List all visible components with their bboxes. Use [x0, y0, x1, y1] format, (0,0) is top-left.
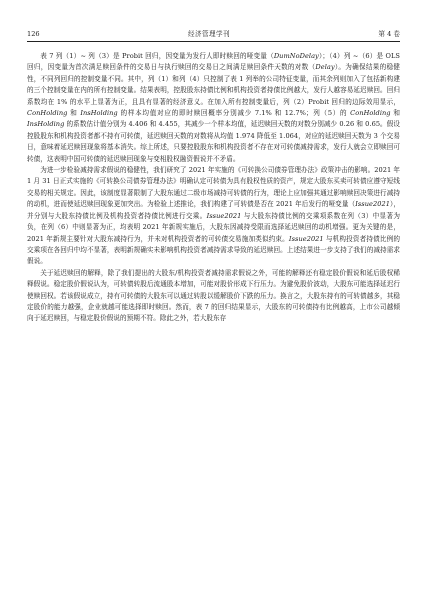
volume-label: 第 4 卷 — [378, 30, 400, 38]
text-run: 的系数估计值分别为 4.406 和 4.455，其减少一个样本均值，延迟赎回天数的对数分别减少 0.26 和 0.65。假设控股股东和机构投资者都不持有可转债，延迟赎回天数的对数将从均值 1.974 降低至 1.064，对应的延迟赎回天数为 3 个交易日，意味着延迟赎回现象将基本消失。综上所述，只要控股股东和机构投资者不存在对可转债减持需求，发行人就会立即赎回可转债，这表明中国可转债的延迟赎回现象与变相股权融资假说并不矛盾。 — [27, 120, 400, 163]
variable-name: DumNoDelay — [273, 52, 319, 60]
paragraph — [27, 51, 400, 165]
text-run: 的样本均值对应的即时赎回概率分别减少 7.1% 和 12.7%；列（5）的 — [117, 109, 351, 118]
text-run: ）；（4）列 ~（6）是 OLS 回归，因变量为首次满足赎回条件的交易日与执行赎回的交易日之间满足赎回条件天数的对数（ — [27, 52, 400, 72]
variable-name: ConHolding — [27, 109, 68, 118]
variable-name: Issue2021 — [206, 211, 242, 220]
variable-name: Delay — [315, 63, 335, 72]
variable-name: InsHolding — [27, 120, 65, 129]
body-text — [27, 51, 400, 325]
text-run: 和 — [390, 109, 400, 118]
text-run: ）。为确保结果的稳健性，不同列回归的控制变量不同。其中，列（1）和列（4）只控制了表 1 列举的公司特征变量，而其余列则加入了包括新构建的三个控制变量在内的所有控制变量。结果表明，控股股东持债比例和机构投资者持债比例越大，发行人越容易延迟赎回。回归系数均在 1% 的水平上显著为正，且具有显著的经济意义。在加入所有控制变量后，列（2）Probit 回归的边际效用显示， — [27, 63, 400, 106]
text-run: 关于延迟赎回的解释，除了我们提出的大股东/机构投资者减持需求假说之外，可能的解释还有稳定股价假说和延后股权稀释假说。稳定股价假说认为，可转债转股后流通股本增加，可能对股价形成下行压力。为避免股价波动，大股东可能选择延迟行使赎回权。若该假说成立，持有可转债的大股东可以通过转股以缓解股价下跌的压力。换言之，大股东持有的可转债越多，其稳定股价的能力越强，企业就越可能选择即时赎回。然而，表 7 的回归结果显示，大股东的可转债持有比例越高，上市公司越倾向于延迟赎回，与稳定股价假说的预期不符。除此之外，若大股东存 — [27, 268, 400, 323]
running-header — [27, 30, 400, 42]
text-run: 表 7 列（1）~ 列（3）是 Probit 回归，因变量为发行人即时赎回的哑变量（ — [40, 52, 274, 60]
text-run: 与大股东持债比例的交乘项系数在列（3）中显著为负，在列（6）中则显著为正，均表明 2021 年新规实施后，大股东因减持受限而选择延迟赎回的动机增强。更为关键的是，2021 年新规主要针对大股东减持行为，并未对机构投资者的可转债交易施加类似约束。 — [27, 211, 400, 243]
paragraph — [27, 165, 400, 268]
variable-name: InsHolding — [80, 109, 118, 118]
text-run: 和 — [67, 109, 81, 118]
text-run: 与机构投资者持债比例的交乘项在各回归中均不显著，表明新规确实未影响机构投资者减持需求导致的延迟赎回。上述结果进一步支持了我们的减持需求假说。 — [27, 234, 400, 266]
variable-name: ConHolding — [350, 109, 391, 118]
text-run: ），并分别与大股东持债比例及机构投资者持债比例进行交乘。 — [27, 200, 400, 220]
paragraph — [27, 268, 400, 325]
variable-name: Issue2021 — [288, 234, 324, 243]
variable-name: Issue2021 — [355, 200, 390, 209]
page-number: 126 — [27, 30, 40, 38]
journal-title: 经济管理学刊 — [188, 30, 230, 38]
text-run: 为进一步检验减持需求假说的稳健性，我们研究了 2021 年实施的《可转换公司债券管理办法》政策冲击的影响。2021 年 1 月 31 日正式实施的《可转换公司债券管理办法》明确认定可转债为具有股权性质的资产，规定大股东买卖可转债应遵守短线交易的相关规定。因此，该制度显著限制了大股东通过二级市场减持可转债的行为，理论上应加强其通过影响赎回决策进行减持的动机，进而使延迟赎回现象更加突出。为检验上述推论，我们构建了可转债是否在 2021 年后发行的哑变量（ — [27, 166, 400, 209]
